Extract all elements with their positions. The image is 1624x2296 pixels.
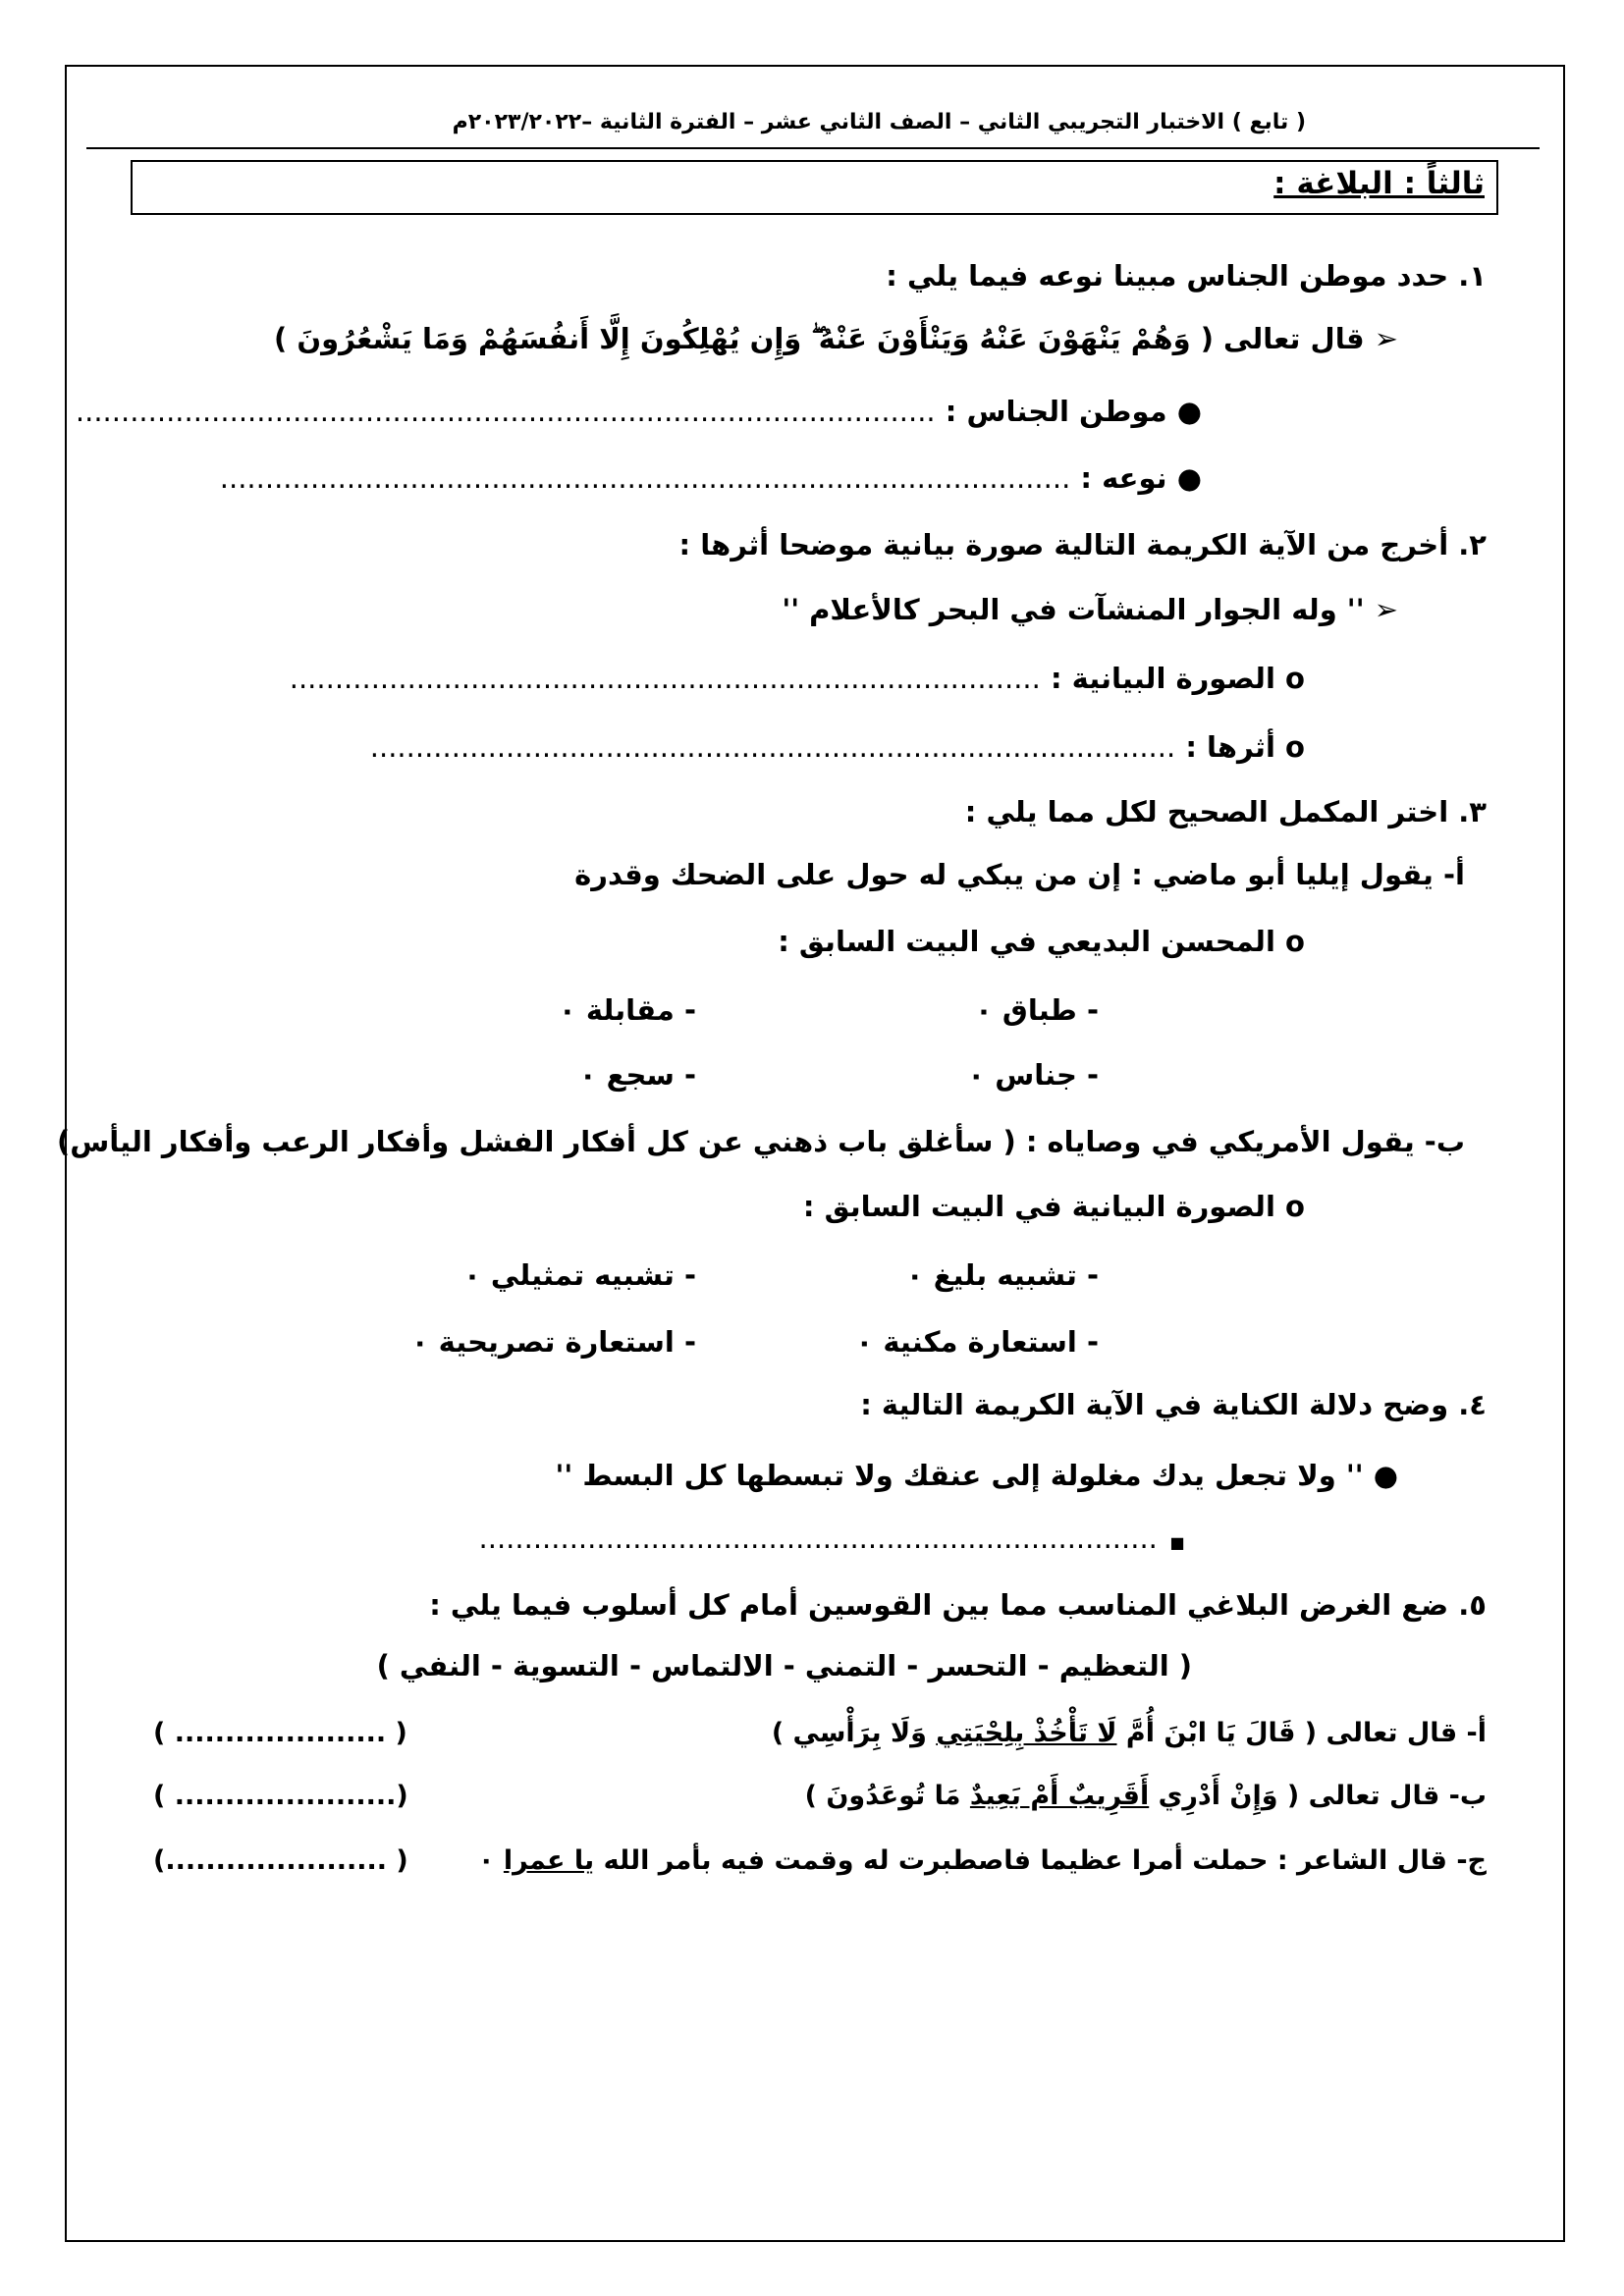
q5-answer-b[interactable]: ( ......................): [153, 1781, 408, 1811]
verse-text: '' وله الجوار المنشآت في البحر كالأعلام '': [782, 593, 1365, 626]
q3-b-subprompt: [803, 1190, 1305, 1223]
q5-answer-a[interactable]: ( ..................... ): [153, 1718, 407, 1748]
item-text: مَا تُوعَدُونَ ): [804, 1781, 970, 1811]
circle-bullet-icon: o: [1285, 730, 1305, 764]
q3-b-option-4[interactable]: - استعارة تصريحية ٠: [410, 1325, 696, 1359]
q1-item-2: [220, 461, 1202, 495]
item-text: وَلَا بِرَأْسِي ): [771, 1718, 937, 1748]
square-bullet-icon: ■: [1169, 1533, 1185, 1552]
circle-bullet-icon: o: [1285, 1190, 1305, 1223]
part-text: يقول إيليا أبو ماضي : إن من يبكي له حول على الضحك وقدرة: [574, 858, 1434, 891]
item-text: ج- قال الشاعر : حملت أمرا عظيما فاصطبرت له وقمت فيه بأمر الله: [594, 1845, 1487, 1876]
question-prompt: أخرج من الآية الكريمة التالية صورة بيانية موضحا أثرها :: [678, 528, 1449, 561]
question-number: ٤.: [1458, 1388, 1487, 1421]
question-number: ٣.: [1458, 795, 1487, 828]
question-number: ٥.: [1458, 1588, 1487, 1622]
question-number: ١.: [1458, 259, 1487, 293]
q2-item-2: [370, 730, 1305, 764]
item-text: ب- قال تعالى ( وَإِنْ أَدْرِي: [1149, 1781, 1487, 1811]
q3-b-option-2[interactable]: - تشبيه تمثيلي ٠: [463, 1258, 696, 1292]
answer-line[interactable]: .........................................................................................: [369, 730, 1176, 764]
question-prompt: حدد موطن الجناس مبينا نوعه فيما يلي :: [886, 259, 1449, 293]
header-divider: [86, 147, 1540, 149]
underlined-phrase: يا عمرا: [503, 1845, 595, 1876]
q4-answer: [479, 1522, 1187, 1555]
q5-item-c: [478, 1845, 1487, 1876]
verse-text: قال تعالى ( وَهُمْ يَنْهَوْنَ عَنْهُ وَيَنْأَوْنَ عَنْهُ ۖ وَإِن يُهْلِكُونَ إِلَّا أَنفُسَهُمْ وَمَا يَشْعُرُونَ ): [274, 322, 1365, 355]
question-prompt: وضح دلالة الكناية في الآية الكريمة التالية :: [860, 1388, 1449, 1421]
bullet-icon: ●: [1176, 395, 1202, 428]
q5-item-a: [772, 1718, 1487, 1748]
item-label: نوعه :: [1080, 461, 1167, 495]
subprompt-text: الصورة البيانية في البيت السابق :: [802, 1190, 1275, 1223]
item-label: الصورة البيانية :: [1050, 662, 1275, 695]
answer-line[interactable]: ...................................................................................: [289, 662, 1041, 695]
item-label: موطن الجناس :: [945, 395, 1167, 428]
section-title: ثالثاً : البلاغة :: [1273, 166, 1485, 201]
underlined-phrase: أَقَرِيبٌ أَمْ بَعِيدٌ: [969, 1781, 1150, 1811]
exam-header: ( تابع ) الاختبار التجريبي الثاني – الصف الثاني عشر – الفترة الثانية –٢٠٢٣/٢٠٢٢م: [452, 110, 1306, 134]
bullet-icon: ●: [1373, 1459, 1398, 1492]
q3-a-option-3[interactable]: - جناس ٠: [967, 1058, 1099, 1092]
question-4: [860, 1388, 1487, 1421]
q4-verse: [555, 1459, 1398, 1492]
q3-a-subprompt: [778, 925, 1305, 958]
q2-item-1: [290, 662, 1305, 695]
item-label: أثرها :: [1185, 730, 1275, 764]
q3-part-b: ب- يقول الأمريكي في وصاياه : ( سأغلق باب ذهني عن كل أفكار الفشل وأفكار الرعب وأفكار اليأس): [57, 1125, 1465, 1158]
circle-bullet-icon: o: [1285, 925, 1305, 958]
answer-line[interactable]: ...............................................................................................: [75, 395, 936, 428]
answer-line[interactable]: ..............................................................................................: [219, 461, 1071, 495]
q3-a-option-4[interactable]: - سجع ٠: [578, 1058, 696, 1092]
question-3: [965, 795, 1487, 828]
q3-a-option-1[interactable]: - طباق ٠: [975, 993, 1099, 1027]
arrow-bullet-icon: ➢: [1374, 322, 1398, 355]
item-text: أ- قال تعالى ( قَالَ يَا ابْنَ أُمَّ: [1116, 1718, 1487, 1748]
question-number: ٢.: [1458, 528, 1487, 561]
answer-line[interactable]: ...........................................................................: [478, 1522, 1158, 1555]
question-2: [679, 528, 1487, 561]
question-prompt: ضع الغرض البلاغي المناسب مما بين القوسين أمام كل أسلوب فيما يلي :: [429, 1588, 1449, 1622]
arrow-bullet-icon: ➢: [1374, 593, 1398, 626]
q3-b-option-1[interactable]: - تشبيه بليغ ٠: [905, 1258, 1099, 1292]
q3-a-option-2[interactable]: - مقابلة ٠: [559, 993, 696, 1027]
circle-bullet-icon: o: [1285, 662, 1305, 695]
verse-text: '' ولا تجعل يدك مغلولة إلى عنقك ولا تبسطها كل البسط '': [555, 1459, 1364, 1492]
question-5: [429, 1588, 1487, 1622]
bullet-icon: ●: [1176, 461, 1202, 495]
q3-part-a: [574, 858, 1465, 891]
q3-b-option-3[interactable]: - استعارة مكنية ٠: [855, 1325, 1099, 1359]
subprompt-text: المحسن البديعي في البيت السابق :: [778, 925, 1275, 958]
question-prompt: اختر المكمل الصحيح لكل مما يلي :: [964, 795, 1449, 828]
q2-verse: [782, 593, 1398, 626]
q5-choices: ( التعظيم - التحسر - التمني - الالتماس - التسوية - النفي ): [376, 1649, 1192, 1682]
underlined-phrase: لَا تَأْخُذْ بِلِحْيَتِي: [936, 1718, 1117, 1748]
question-1: [886, 259, 1487, 293]
item-text: ٠: [478, 1845, 504, 1876]
q5-answer-c[interactable]: (...................... ): [153, 1845, 408, 1876]
part-label: أ-: [1443, 858, 1465, 891]
q5-item-b: [805, 1781, 1487, 1811]
q1-verse: [274, 322, 1398, 356]
q1-item-1: [76, 395, 1202, 428]
